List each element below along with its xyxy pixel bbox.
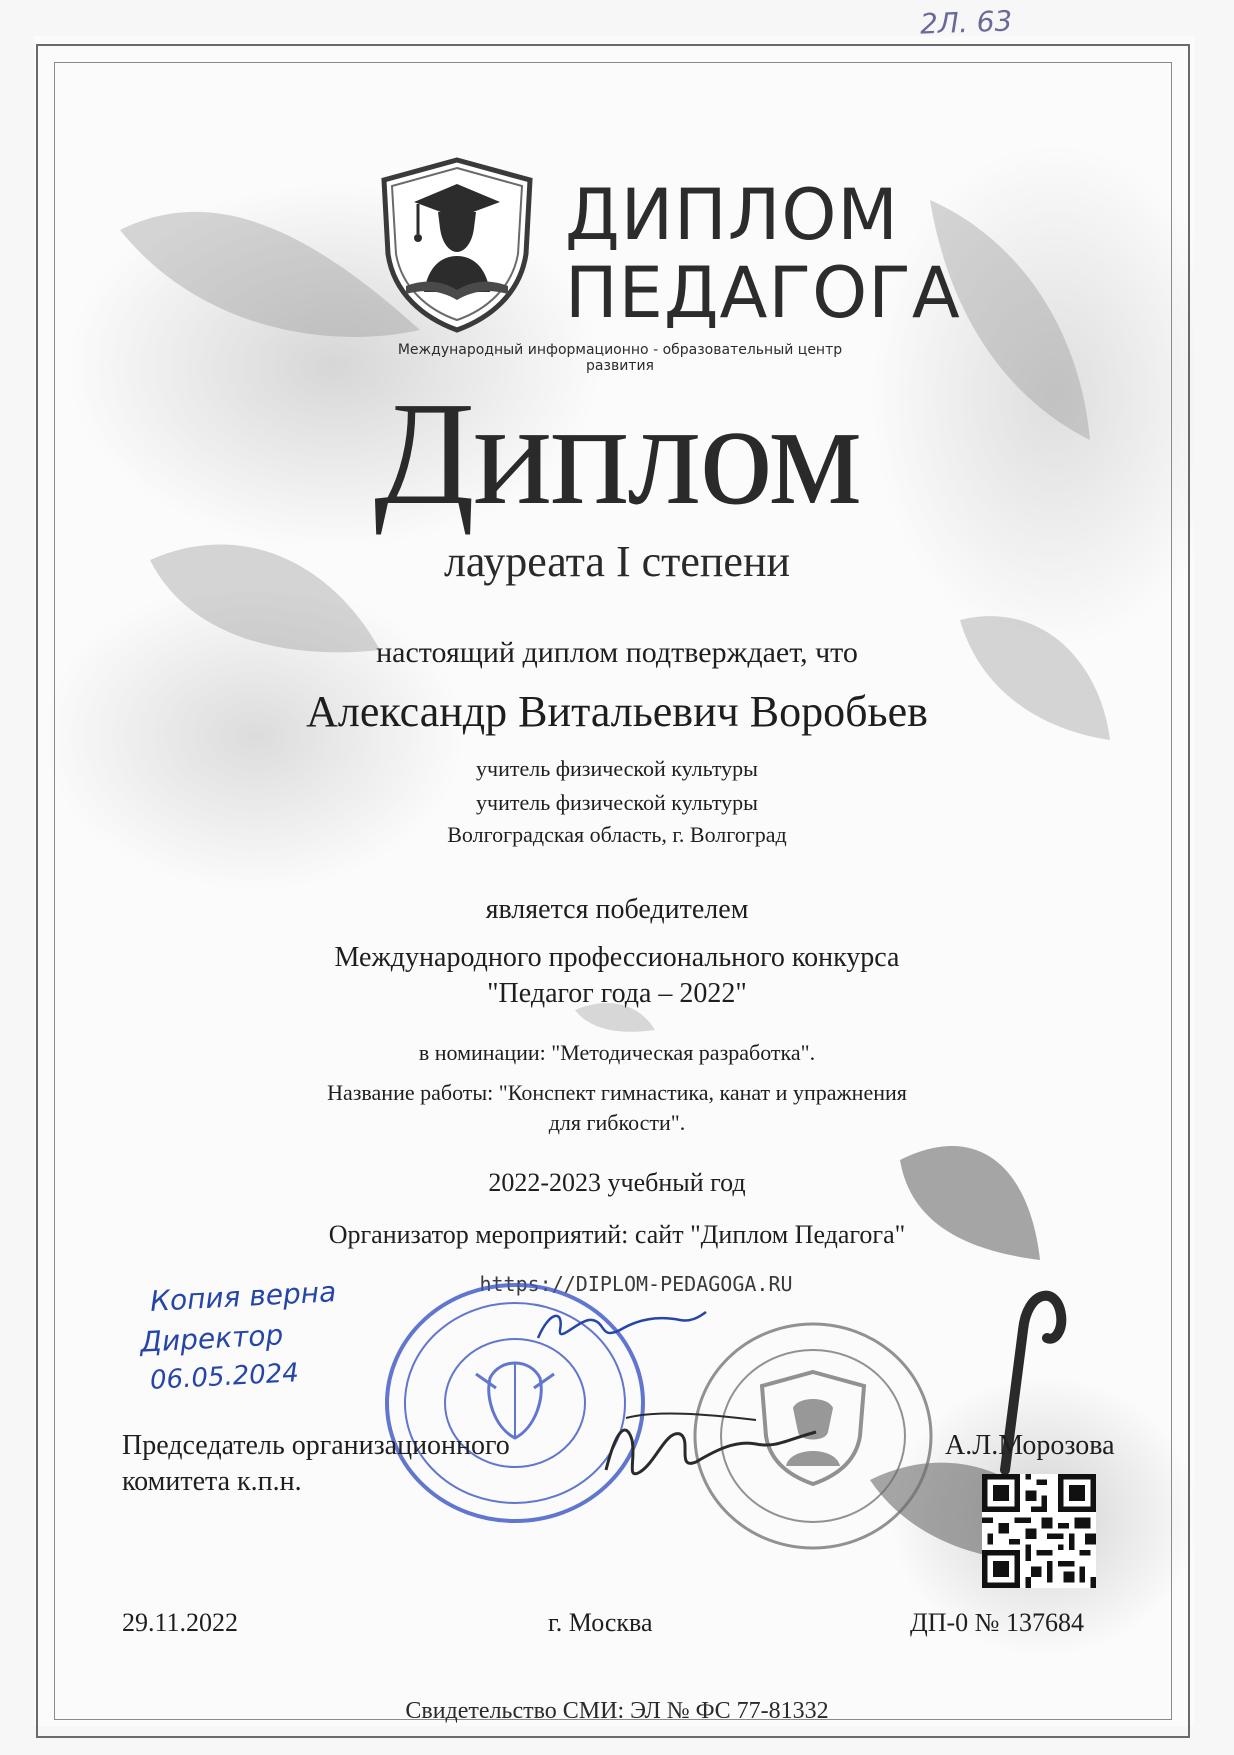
issue-city: г. Москва	[548, 1608, 653, 1637]
handwritten-archive-number: 2Л. 63	[919, 4, 1013, 41]
contest-name-line-1: Международного профессионального конкурса	[334, 942, 900, 973]
academic-year: 2022-2023 учебный год	[488, 1168, 746, 1197]
nomination: в номинации: "Методическая разработка".	[418, 1040, 816, 1065]
winner-text: является победителем	[485, 894, 749, 925]
recipient-position-1: учитель физической культуры	[476, 756, 758, 781]
issue-date: 29.11.2022	[122, 1608, 239, 1637]
chairman-name: А.Л.Морозова	[945, 1430, 1115, 1461]
logo-line-2: ПЕДАГОГА	[565, 252, 961, 334]
confirmation-text: настоящий диплом подтверждает, что	[376, 636, 858, 669]
diploma-number: ДП-0 № 137684	[910, 1608, 1084, 1637]
diploma-degree: лауреата I степени	[443, 537, 791, 586]
chairman-signature-icon	[596, 1410, 826, 1490]
organizer: Организатор мероприятий: сайт "Диплом Педагога"	[328, 1220, 906, 1249]
recipient-name: Александр Витальевич Воробьев	[306, 687, 928, 736]
media-certificate: Свидетельство СМИ: ЭЛ № ФС 77-81332	[405, 1698, 829, 1724]
director-signature-icon	[530, 1300, 710, 1350]
recipient-position-2: учитель физической культуры	[476, 790, 758, 815]
work-title-line-1: Название работы: "Конспект гимнастика, канат и упражнения	[327, 1080, 907, 1105]
qr-code-icon	[982, 1474, 1096, 1588]
handwritten-date: 06.05.2024	[149, 1358, 300, 1396]
handwritten-director: Директор	[139, 1318, 284, 1359]
graduate-shield-icon	[372, 154, 542, 334]
chairman-title-line-2: комитета к.п.н.	[122, 1466, 302, 1497]
handwritten-copy-note: Копия верна	[149, 1275, 337, 1318]
contest-name-line-2: "Педагог года – 2022"	[487, 978, 747, 1009]
website-url: https://DIPLOM-PEDAGOGA.RU	[479, 1272, 793, 1296]
logo-subtitle: Международный информационно - образовательный центр развития	[397, 342, 843, 374]
diploma-title: Диплом	[373, 372, 861, 536]
recipient-location: Волгоградская область, г. Волгоград	[447, 822, 787, 847]
chairman-title-line-1: Председатель организационного	[122, 1430, 510, 1461]
logo-line-1: ДИПЛОМ	[565, 174, 899, 256]
work-title-line-2: для гибкости".	[548, 1110, 686, 1135]
